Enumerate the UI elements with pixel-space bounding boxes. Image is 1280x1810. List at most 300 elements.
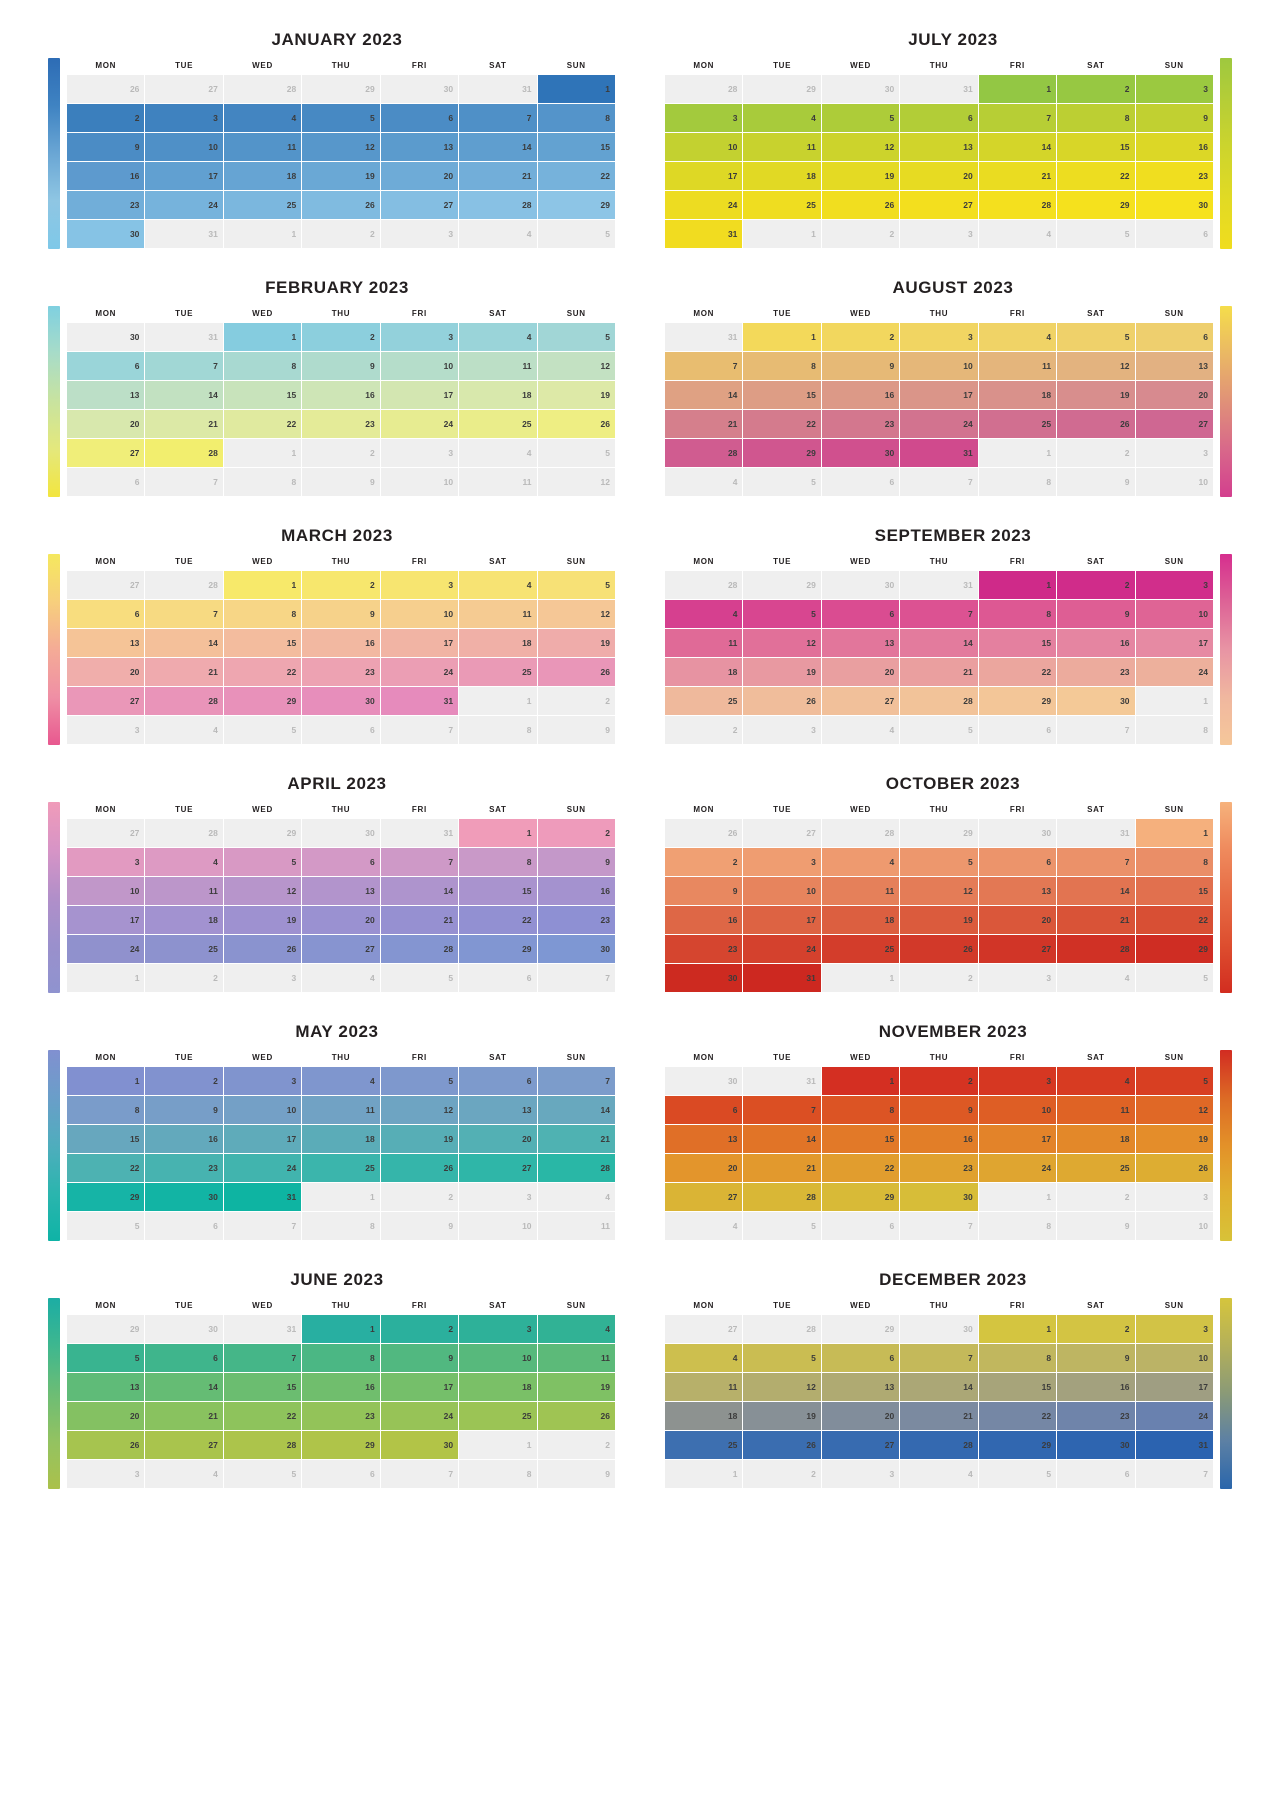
day-cell[interactable]: 5 [900,716,977,744]
day-cell[interactable]: 3 [979,1067,1056,1095]
day-cell[interactable]: 14 [145,381,222,409]
day-cell[interactable]: 2 [1057,1183,1134,1211]
day-cell[interactable]: 16 [1057,629,1134,657]
day-cell[interactable]: 17 [381,381,458,409]
day-cell[interactable]: 18 [665,1402,742,1430]
day-cell[interactable]: 8 [302,1212,379,1240]
day-cell[interactable]: 15 [224,629,301,657]
day-cell[interactable]: 30 [381,75,458,103]
day-cell[interactable]: 11 [145,877,222,905]
day-cell[interactable]: 21 [145,1402,222,1430]
day-cell[interactable]: 6 [1136,323,1213,351]
day-cell[interactable]: 5 [381,1067,458,1095]
day-cell[interactable]: 2 [822,323,899,351]
day-cell[interactable]: 6 [302,848,379,876]
day-cell[interactable]: 13 [67,381,144,409]
day-cell[interactable]: 11 [665,629,742,657]
day-cell[interactable]: 16 [538,877,615,905]
day-cell[interactable]: 17 [224,1125,301,1153]
day-cell[interactable]: 30 [302,819,379,847]
day-cell[interactable]: 1 [224,220,301,248]
day-cell[interactable]: 3 [381,439,458,467]
day-cell[interactable]: 22 [822,1154,899,1182]
day-cell[interactable]: 30 [538,935,615,963]
day-cell[interactable]: 20 [67,410,144,438]
day-cell[interactable]: 10 [381,352,458,380]
day-cell[interactable]: 8 [224,468,301,496]
day-cell[interactable]: 6 [822,1212,899,1240]
day-cell[interactable]: 4 [302,1067,379,1095]
day-cell[interactable]: 24 [67,935,144,963]
day-cell[interactable]: 8 [743,352,820,380]
day-cell[interactable]: 11 [665,1373,742,1401]
day-cell[interactable]: 5 [538,220,615,248]
day-cell[interactable]: 1 [1136,687,1213,715]
day-cell[interactable]: 1 [743,220,820,248]
day-cell[interactable]: 30 [665,964,742,992]
day-cell[interactable]: 2 [302,571,379,599]
day-cell[interactable]: 5 [538,323,615,351]
day-cell[interactable]: 3 [459,1315,536,1343]
day-cell[interactable]: 31 [900,75,977,103]
day-cell[interactable]: 5 [1136,964,1213,992]
day-cell[interactable]: 19 [743,1402,820,1430]
day-cell[interactable]: 11 [538,1344,615,1372]
day-cell[interactable]: 7 [145,468,222,496]
day-cell[interactable]: 20 [979,906,1056,934]
day-cell[interactable]: 14 [900,629,977,657]
day-cell[interactable]: 22 [224,410,301,438]
day-cell[interactable]: 3 [224,1067,301,1095]
day-cell[interactable]: 7 [1057,716,1134,744]
day-cell[interactable]: 18 [743,162,820,190]
day-cell[interactable]: 3 [900,323,977,351]
day-cell[interactable]: 12 [743,1373,820,1401]
day-cell[interactable]: 26 [538,658,615,686]
day-cell[interactable]: 2 [1057,1315,1134,1343]
day-cell[interactable]: 23 [538,906,615,934]
day-cell[interactable]: 8 [979,1212,1056,1240]
day-cell[interactable]: 1 [822,964,899,992]
day-cell[interactable]: 10 [979,1096,1056,1124]
day-cell[interactable]: 28 [224,1431,301,1459]
day-cell[interactable]: 11 [224,133,301,161]
day-cell[interactable]: 6 [979,848,1056,876]
day-cell[interactable]: 31 [224,1183,301,1211]
day-cell[interactable]: 4 [979,323,1056,351]
day-cell[interactable]: 10 [665,133,742,161]
day-cell[interactable]: 6 [459,1067,536,1095]
day-cell[interactable]: 3 [67,848,144,876]
day-cell[interactable]: 25 [224,191,301,219]
day-cell[interactable]: 31 [381,819,458,847]
day-cell[interactable]: 20 [302,906,379,934]
day-cell[interactable]: 10 [1136,1344,1213,1372]
day-cell[interactable]: 20 [67,658,144,686]
day-cell[interactable]: 9 [302,352,379,380]
day-cell[interactable]: 12 [1136,1096,1213,1124]
day-cell[interactable]: 20 [1136,381,1213,409]
day-cell[interactable]: 4 [665,600,742,628]
day-cell[interactable]: 7 [145,352,222,380]
day-cell[interactable]: 4 [538,1183,615,1211]
day-cell[interactable]: 19 [1057,381,1134,409]
day-cell[interactable]: 22 [979,658,1056,686]
day-cell[interactable]: 22 [67,1154,144,1182]
day-cell[interactable]: 16 [900,1125,977,1153]
day-cell[interactable]: 7 [381,848,458,876]
day-cell[interactable]: 27 [979,935,1056,963]
day-cell[interactable]: 4 [822,848,899,876]
day-cell[interactable]: 4 [822,716,899,744]
day-cell[interactable]: 21 [665,410,742,438]
day-cell[interactable]: 10 [145,133,222,161]
day-cell[interactable]: 24 [381,1402,458,1430]
day-cell[interactable]: 22 [979,1402,1056,1430]
day-cell[interactable]: 11 [302,1096,379,1124]
day-cell[interactable]: 18 [224,162,301,190]
day-cell[interactable]: 1 [665,1460,742,1488]
day-cell[interactable]: 7 [900,600,977,628]
day-cell[interactable]: 8 [1136,848,1213,876]
day-cell[interactable]: 25 [302,1154,379,1182]
day-cell[interactable]: 27 [822,687,899,715]
day-cell[interactable]: 15 [979,629,1056,657]
day-cell[interactable]: 2 [900,964,977,992]
day-cell[interactable]: 3 [224,964,301,992]
day-cell[interactable]: 28 [665,571,742,599]
day-cell[interactable]: 29 [224,819,301,847]
day-cell[interactable]: 27 [1136,410,1213,438]
day-cell[interactable]: 5 [979,1460,1056,1488]
day-cell[interactable]: 9 [67,133,144,161]
day-cell[interactable]: 27 [743,819,820,847]
day-cell[interactable]: 22 [224,1402,301,1430]
day-cell[interactable]: 6 [900,104,977,132]
day-cell[interactable]: 18 [459,381,536,409]
day-cell[interactable]: 3 [665,104,742,132]
day-cell[interactable]: 2 [145,964,222,992]
day-cell[interactable]: 24 [381,658,458,686]
day-cell[interactable]: 14 [900,1373,977,1401]
day-cell[interactable]: 2 [1057,439,1134,467]
day-cell[interactable]: 15 [1057,133,1134,161]
day-cell[interactable]: 19 [743,658,820,686]
day-cell[interactable]: 25 [979,410,1056,438]
day-cell[interactable]: 23 [822,410,899,438]
day-cell[interactable]: 6 [67,468,144,496]
day-cell[interactable]: 8 [459,1460,536,1488]
day-cell[interactable]: 8 [1057,104,1134,132]
day-cell[interactable]: 2 [302,323,379,351]
day-cell[interactable]: 26 [743,687,820,715]
day-cell[interactable]: 14 [145,1373,222,1401]
day-cell[interactable]: 2 [1057,571,1134,599]
day-cell[interactable]: 4 [145,716,222,744]
day-cell[interactable]: 22 [459,906,536,934]
day-cell[interactable]: 6 [302,1460,379,1488]
day-cell[interactable]: 13 [381,133,458,161]
day-cell[interactable]: 1 [459,1431,536,1459]
day-cell[interactable]: 9 [538,716,615,744]
day-cell[interactable]: 25 [459,410,536,438]
day-cell[interactable]: 18 [459,629,536,657]
day-cell[interactable]: 3 [1136,1183,1213,1211]
day-cell[interactable]: 5 [743,1212,820,1240]
day-cell[interactable]: 3 [743,848,820,876]
day-cell[interactable]: 3 [1136,571,1213,599]
day-cell[interactable]: 21 [900,658,977,686]
day-cell[interactable]: 4 [1057,964,1134,992]
day-cell[interactable]: 7 [381,1460,458,1488]
day-cell[interactable]: 18 [302,1125,379,1153]
day-cell[interactable]: 17 [900,381,977,409]
day-cell[interactable]: 15 [459,877,536,905]
day-cell[interactable]: 21 [145,658,222,686]
day-cell[interactable]: 27 [459,1154,536,1182]
day-cell[interactable]: 5 [1057,323,1134,351]
day-cell[interactable]: 5 [224,716,301,744]
day-cell[interactable]: 12 [224,877,301,905]
day-cell[interactable]: 5 [224,1460,301,1488]
day-cell[interactable]: 25 [665,687,742,715]
day-cell[interactable]: 15 [979,1373,1056,1401]
day-cell[interactable]: 16 [1057,1373,1134,1401]
day-cell[interactable]: 2 [302,220,379,248]
day-cell[interactable]: 20 [459,1125,536,1153]
day-cell[interactable]: 24 [145,191,222,219]
day-cell[interactable]: 9 [381,1344,458,1372]
day-cell[interactable]: 26 [302,191,379,219]
day-cell[interactable]: 28 [459,191,536,219]
day-cell[interactable]: 26 [67,75,144,103]
day-cell[interactable]: 14 [145,629,222,657]
day-cell[interactable]: 15 [1136,877,1213,905]
day-cell[interactable]: 29 [67,1315,144,1343]
day-cell[interactable]: 27 [67,571,144,599]
day-cell[interactable]: 9 [538,1460,615,1488]
day-cell[interactable]: 27 [145,1431,222,1459]
day-cell[interactable]: 13 [900,133,977,161]
day-cell[interactable]: 24 [900,410,977,438]
day-cell[interactable]: 21 [381,906,458,934]
day-cell[interactable]: 8 [459,716,536,744]
day-cell[interactable]: 11 [459,352,536,380]
day-cell[interactable]: 19 [538,381,615,409]
day-cell[interactable]: 1 [979,75,1056,103]
day-cell[interactable]: 22 [1057,162,1134,190]
day-cell[interactable]: 6 [459,964,536,992]
day-cell[interactable]: 13 [67,629,144,657]
day-cell[interactable]: 27 [665,1183,742,1211]
day-cell[interactable]: 19 [538,1373,615,1401]
day-cell[interactable]: 30 [381,1431,458,1459]
day-cell[interactable]: 3 [1136,439,1213,467]
day-cell[interactable]: 1 [224,439,301,467]
day-cell[interactable]: 7 [900,468,977,496]
day-cell[interactable]: 19 [1136,1125,1213,1153]
day-cell[interactable]: 28 [665,75,742,103]
day-cell[interactable]: 20 [900,162,977,190]
day-cell[interactable]: 28 [538,1154,615,1182]
day-cell[interactable]: 2 [822,220,899,248]
day-cell[interactable]: 6 [145,1212,222,1240]
day-cell[interactable]: 10 [459,1212,536,1240]
day-cell[interactable]: 28 [979,191,1056,219]
day-cell[interactable]: 29 [1057,191,1134,219]
day-cell[interactable]: 7 [665,352,742,380]
day-cell[interactable]: 14 [1057,877,1134,905]
day-cell[interactable]: 3 [381,571,458,599]
day-cell[interactable]: 4 [224,104,301,132]
day-cell[interactable]: 5 [1057,220,1134,248]
day-cell[interactable]: 31 [459,75,536,103]
day-cell[interactable]: 25 [743,191,820,219]
day-cell[interactable]: 15 [743,381,820,409]
day-cell[interactable]: 18 [822,906,899,934]
day-cell[interactable]: 24 [1136,658,1213,686]
day-cell[interactable]: 7 [1057,848,1134,876]
day-cell[interactable]: 21 [1057,906,1134,934]
day-cell[interactable]: 3 [381,220,458,248]
day-cell[interactable]: 14 [665,381,742,409]
day-cell[interactable]: 1 [224,323,301,351]
day-cell[interactable]: 26 [538,410,615,438]
day-cell[interactable]: 3 [979,964,1056,992]
day-cell[interactable]: 27 [67,819,144,847]
day-cell[interactable]: 29 [743,439,820,467]
day-cell[interactable]: 2 [145,1067,222,1095]
day-cell[interactable]: 23 [1057,658,1134,686]
day-cell[interactable]: 24 [1136,1402,1213,1430]
day-cell[interactable]: 30 [822,571,899,599]
day-cell[interactable]: 5 [67,1212,144,1240]
day-cell[interactable]: 11 [979,352,1056,380]
day-cell[interactable]: 6 [822,600,899,628]
day-cell[interactable]: 30 [1057,1431,1134,1459]
day-cell[interactable]: 28 [145,571,222,599]
day-cell[interactable]: 2 [67,104,144,132]
day-cell[interactable]: 1 [979,1315,1056,1343]
day-cell[interactable]: 9 [1057,600,1134,628]
day-cell[interactable]: 13 [302,877,379,905]
day-cell[interactable]: 11 [1057,1096,1134,1124]
day-cell[interactable]: 28 [743,1315,820,1343]
day-cell[interactable]: 8 [459,848,536,876]
day-cell[interactable]: 15 [67,1125,144,1153]
day-cell[interactable]: 24 [381,410,458,438]
day-cell[interactable]: 22 [1136,906,1213,934]
day-cell[interactable]: 12 [900,877,977,905]
day-cell[interactable]: 1 [302,1315,379,1343]
day-cell[interactable]: 10 [381,468,458,496]
day-cell[interactable]: 31 [381,687,458,715]
day-cell[interactable]: 25 [665,1431,742,1459]
day-cell[interactable]: 4 [665,468,742,496]
day-cell[interactable]: 30 [302,687,379,715]
day-cell[interactable]: 15 [224,381,301,409]
day-cell[interactable]: 9 [145,1096,222,1124]
day-cell[interactable]: 17 [381,629,458,657]
day-cell[interactable]: 10 [900,352,977,380]
day-cell[interactable]: 9 [1136,104,1213,132]
day-cell[interactable]: 28 [665,439,742,467]
day-cell[interactable]: 30 [900,1183,977,1211]
day-cell[interactable]: 29 [822,1315,899,1343]
day-cell[interactable]: 17 [743,906,820,934]
day-cell[interactable]: 25 [145,935,222,963]
day-cell[interactable]: 30 [145,1183,222,1211]
day-cell[interactable]: 6 [67,352,144,380]
day-cell[interactable]: 12 [538,352,615,380]
day-cell[interactable]: 31 [743,1067,820,1095]
day-cell[interactable]: 1 [302,1183,379,1211]
day-cell[interactable]: 7 [538,1067,615,1095]
day-cell[interactable]: 4 [538,1315,615,1343]
day-cell[interactable]: 11 [459,600,536,628]
day-cell[interactable]: 30 [1136,191,1213,219]
day-cell[interactable]: 29 [224,687,301,715]
day-cell[interactable]: 1 [979,1183,1056,1211]
day-cell[interactable]: 23 [302,1402,379,1430]
day-cell[interactable]: 12 [538,468,615,496]
day-cell[interactable]: 26 [381,1154,458,1182]
day-cell[interactable]: 2 [302,439,379,467]
day-cell[interactable]: 28 [145,687,222,715]
day-cell[interactable]: 16 [145,1125,222,1153]
day-cell[interactable]: 1 [538,75,615,103]
day-cell[interactable]: 1 [743,323,820,351]
day-cell[interactable]: 22 [538,162,615,190]
day-cell[interactable]: 26 [900,935,977,963]
day-cell[interactable]: 23 [145,1154,222,1182]
day-cell[interactable]: 4 [459,571,536,599]
day-cell[interactable]: 31 [743,964,820,992]
day-cell[interactable]: 6 [979,716,1056,744]
day-cell[interactable]: 3 [145,104,222,132]
day-cell[interactable]: 2 [538,1431,615,1459]
day-cell[interactable]: 28 [822,819,899,847]
day-cell[interactable]: 7 [1136,1460,1213,1488]
day-cell[interactable]: 8 [1136,716,1213,744]
day-cell[interactable]: 14 [459,133,536,161]
day-cell[interactable]: 12 [1057,352,1134,380]
day-cell[interactable]: 5 [67,1344,144,1372]
day-cell[interactable]: 3 [67,716,144,744]
day-cell[interactable]: 18 [665,658,742,686]
day-cell[interactable]: 24 [665,191,742,219]
day-cell[interactable]: 7 [224,1344,301,1372]
day-cell[interactable]: 18 [145,906,222,934]
day-cell[interactable]: 30 [822,439,899,467]
day-cell[interactable]: 26 [538,1402,615,1430]
day-cell[interactable]: 21 [538,1125,615,1153]
day-cell[interactable]: 9 [302,600,379,628]
day-cell[interactable]: 16 [67,162,144,190]
day-cell[interactable]: 29 [302,75,379,103]
day-cell[interactable]: 17 [67,906,144,934]
day-cell[interactable]: 9 [302,468,379,496]
day-cell[interactable]: 8 [979,1344,1056,1372]
day-cell[interactable]: 26 [67,1431,144,1459]
day-cell[interactable]: 10 [1136,600,1213,628]
day-cell[interactable]: 23 [1057,1402,1134,1430]
day-cell[interactable]: 4 [665,1344,742,1372]
day-cell[interactable]: 5 [538,571,615,599]
day-cell[interactable]: 27 [302,935,379,963]
day-cell[interactable]: 5 [822,104,899,132]
day-cell[interactable]: 9 [538,848,615,876]
